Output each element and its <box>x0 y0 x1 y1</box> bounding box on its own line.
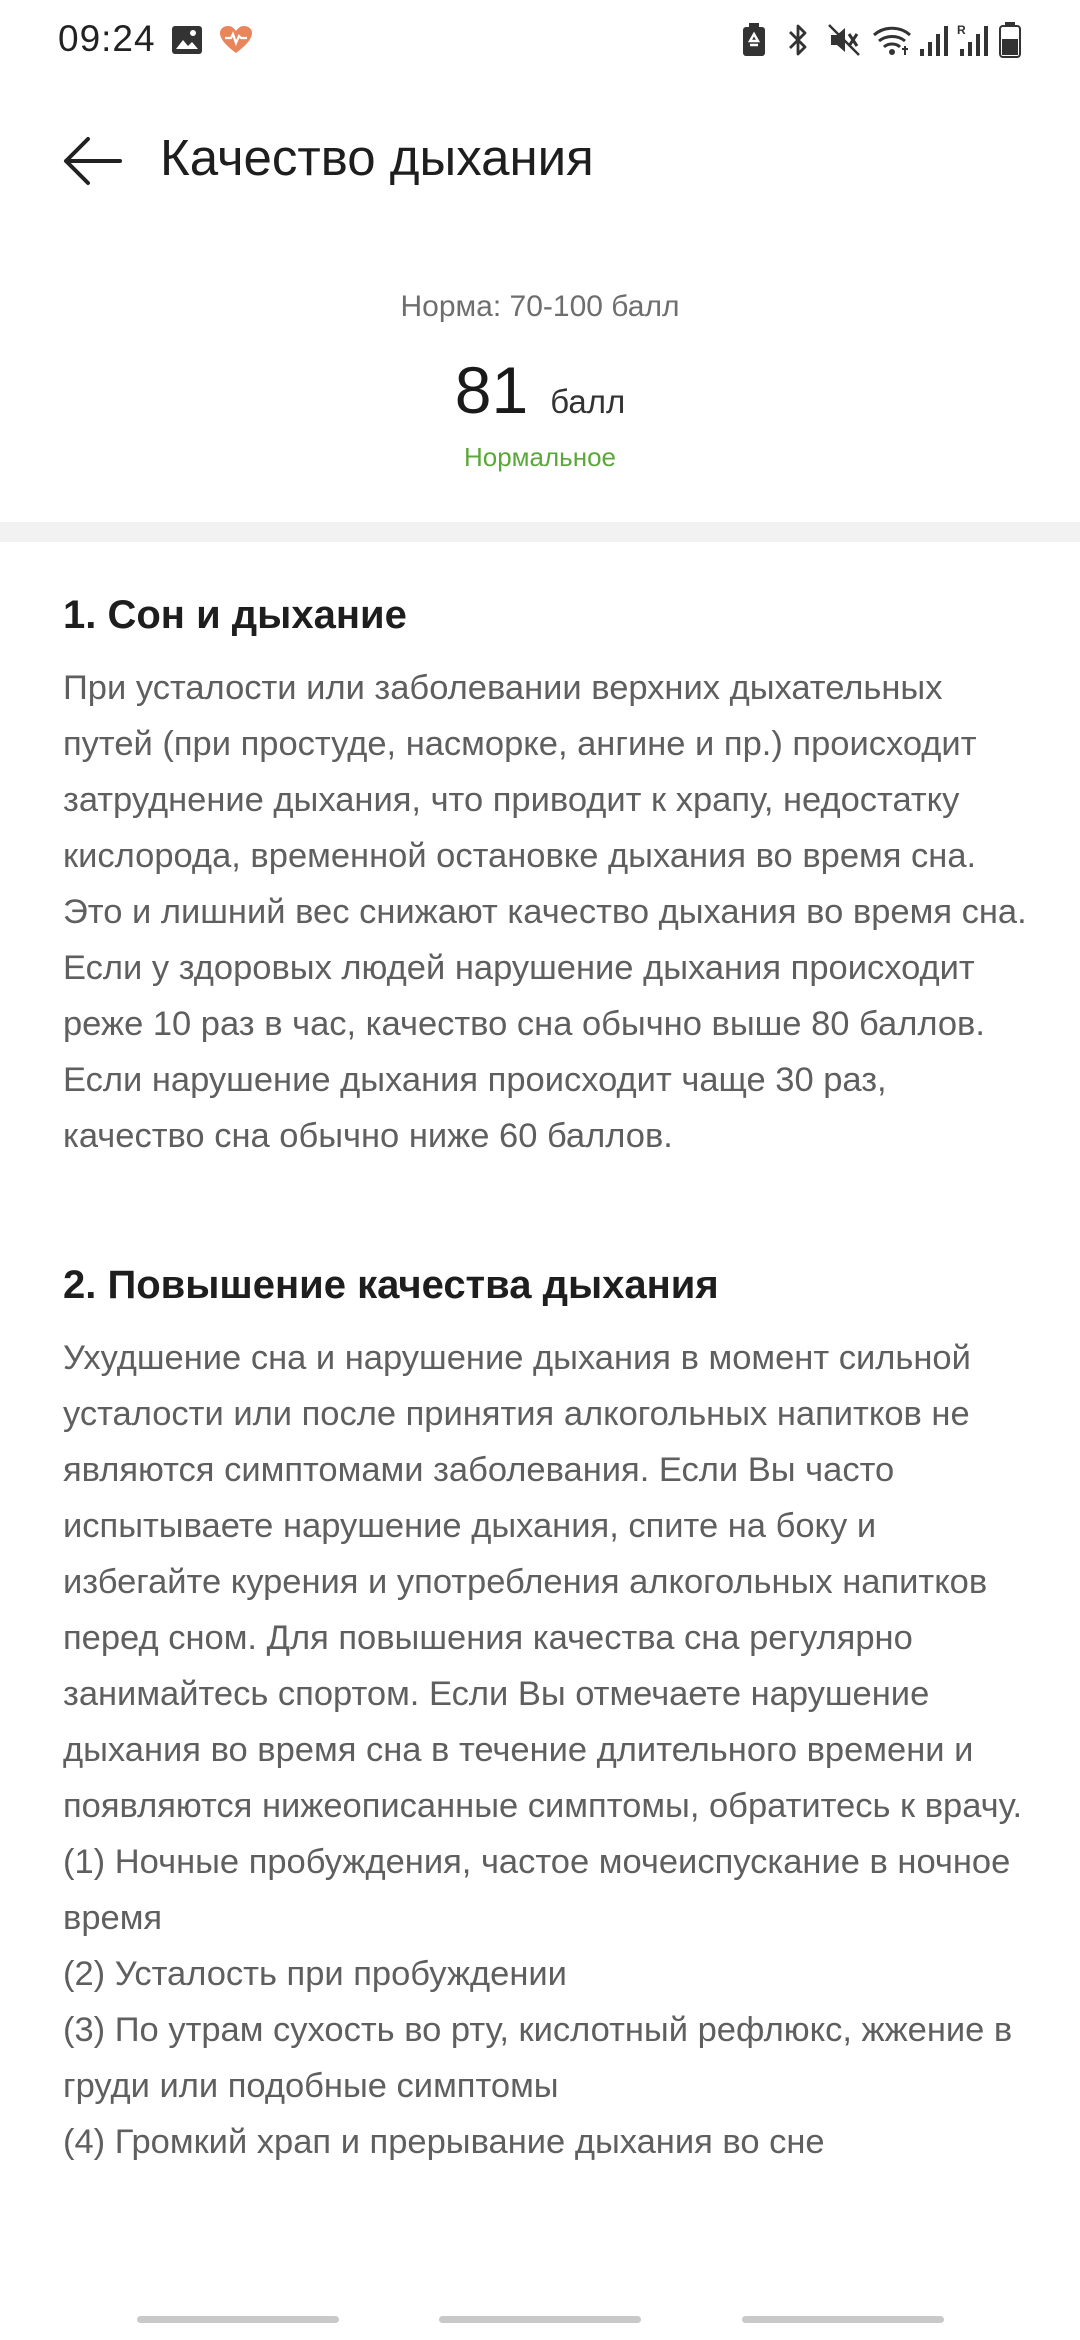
list-item: (3) По утрам сухость во рту, кислотный рефлюкс, жжение в груди или подобные симптомы <box>63 2011 1013 2105</box>
signal-icon <box>918 20 950 60</box>
status-bar <box>0 0 1080 84</box>
battery-icon <box>998 20 1022 60</box>
arrow-left-icon <box>58 126 128 196</box>
score-summary <box>0 290 1080 473</box>
paragraph: Если у здоровых людей нарушение дыхания происходит реже 10 раз в час, качество сна обычно выше 80 баллов. Если нарушение дыхания происходит чаще 30 раз, качество сна обычно ниже 60 баллов. <box>63 949 985 1155</box>
paragraph: При усталости или заболевании верхних дыхательных путей (при простуде, насморке, ангине и пр.) происходит затруднение дыхания, что приводит к храпу, недостатку кислорода, временной остановке дыхания во время сна. Это и лишний вес снижают качество дыхания во время сна. <box>63 669 1027 931</box>
section-sleep-and-breathing <box>63 590 1028 1164</box>
nav-gesture-handle[interactable] <box>742 2316 944 2323</box>
score-unit: балл <box>550 383 626 420</box>
app-bar <box>0 84 1080 234</box>
paragraph: Ухудшение сна и нарушение дыхания в момент сильной усталости или после принятия алкогольных напитков не являются симптомами заболевания. Если Вы часто испытываете нарушение дыхания, спите на боку и избегайте курения и употребления алкогольных напитков перед сном. Для повышения качества сна регулярно занимайтесь спортом. Если Вы отмечаете нарушение дыхания во время сна в течение длительного времени и появляются нижеописанные симптомы, обратитесь к врачу. <box>63 1339 1023 1825</box>
section-heading: 1. Сон и дыхание <box>63 593 407 637</box>
list-item: (4) Громкий храп и прерывание дыхания во сне <box>63 2123 825 2161</box>
status-time: 09:24 <box>58 18 156 59</box>
wifi-icon <box>872 20 912 60</box>
score-value: 81 <box>454 353 529 427</box>
mute-icon <box>826 20 862 60</box>
signal-roaming-icon <box>956 20 990 60</box>
health-heart-icon <box>218 20 254 60</box>
section-divider <box>0 522 1080 542</box>
back-button[interactable] <box>58 126 128 196</box>
article-content <box>63 590 1028 2170</box>
battery-saver-icon <box>740 20 768 60</box>
list-item: (1) Ночные пробуждения, частое мочеиспускание в ночное время <box>63 1843 1011 1937</box>
score-row <box>0 352 1080 428</box>
section-heading: 2. Повышение качества дыхания <box>63 1263 719 1307</box>
gallery-icon <box>170 20 204 60</box>
nav-gesture-handle[interactable] <box>439 2316 641 2323</box>
section-improve-breathing <box>63 1260 1028 2170</box>
list-item: (2) Усталость при пробуждении <box>63 1955 567 1993</box>
nav-gesture-handle[interactable] <box>137 2316 339 2323</box>
svg-text:R: R <box>957 23 966 37</box>
score-status: Нормальное <box>463 442 617 472</box>
norm-range: Норма: 70-100 балл <box>400 290 680 323</box>
bluetooth-icon <box>785 20 811 60</box>
page-title: Качество дыхания <box>160 129 594 186</box>
